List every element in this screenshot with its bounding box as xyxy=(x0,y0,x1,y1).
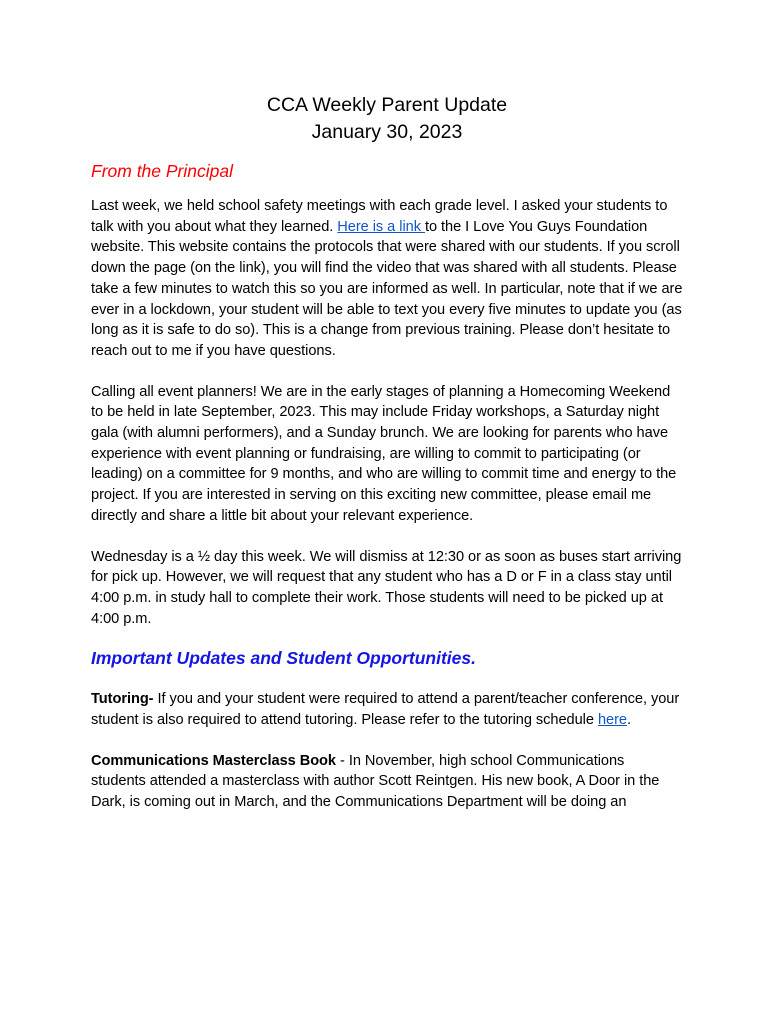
title-date: January 30, 2023 xyxy=(311,121,463,143)
safety-paragraph xyxy=(91,196,683,362)
updates-heading: Important Updates and Student Opportunities. xyxy=(91,648,476,669)
title-line-1: CCA Weekly Parent Update xyxy=(266,94,508,116)
foundation-link[interactable]: Here is a link xyxy=(337,218,425,235)
principal-heading: From the Principal xyxy=(91,161,233,181)
tutoring-text: If you and your student were required to attend a parent/teacher conference, your student is also required to attend tutoring. Please refer to the tutoring schedule xyxy=(91,691,680,729)
masterclass-label: Communications Masterclass Book xyxy=(91,752,336,769)
tutoring-label: Tutoring- xyxy=(91,691,154,708)
half-day-paragraph: Wednesday is a ½ day this week. We will dismiss at 12:30 or as soon as buses start arriving for pick up. However, we will request that any student who has a D or F in a class stay until 4:00 p.m. in study hall to complete their work. Those students will need to be picked up at 4:00 p.m. xyxy=(91,548,682,627)
masterclass-text: - In November, high school Communications students attended a masterclass with author Scott Reintgen. His new book, A Door in the Dark, is coming out in March, and the Communications Department will be doing an xyxy=(91,752,660,811)
safety-text-before-link: Last week, we held school safety meetings with each grade level. I asked your students to talk with you about what they learned. xyxy=(91,198,668,235)
document-page xyxy=(91,92,683,813)
masterclass-paragraph xyxy=(91,751,683,813)
document-title xyxy=(91,92,683,146)
tutoring-paragraph xyxy=(91,689,683,730)
safety-text-after-link: to the I Love You Guys Foundation website. This website contains the protocols that were shared with our students. If you scroll down the page (on the link), you will find the video that was shared with all students. Please take a few minutes to watch this so you are informed as well. In particular, note that if we are ever in a lockdown, your student will be able to text you every five minutes to update you (as long as it is safe to do so). This is a change from previous training. Please don’t hesitate to reach out to me if you have questions. xyxy=(91,218,683,359)
homecoming-paragraph: Calling all event planners! We are in the early stages of planning a Homecoming Weekend to be held in late September, 2023. This may include Friday workshops, a Saturday night gala (with alumni performers), and a Sunday brunch. We are looking for parents who have experience with event planning or fundraising, are willing to commit to participating (or leading) on a committee for 9 months, and who are willing to commit time and energy to the project. If you are interested in serving on this exciting new committee, please email me directly and share a little bit about your relevant experience. xyxy=(91,383,677,524)
tutoring-schedule-link[interactable]: here xyxy=(597,712,627,729)
tutoring-period: . xyxy=(626,712,631,729)
